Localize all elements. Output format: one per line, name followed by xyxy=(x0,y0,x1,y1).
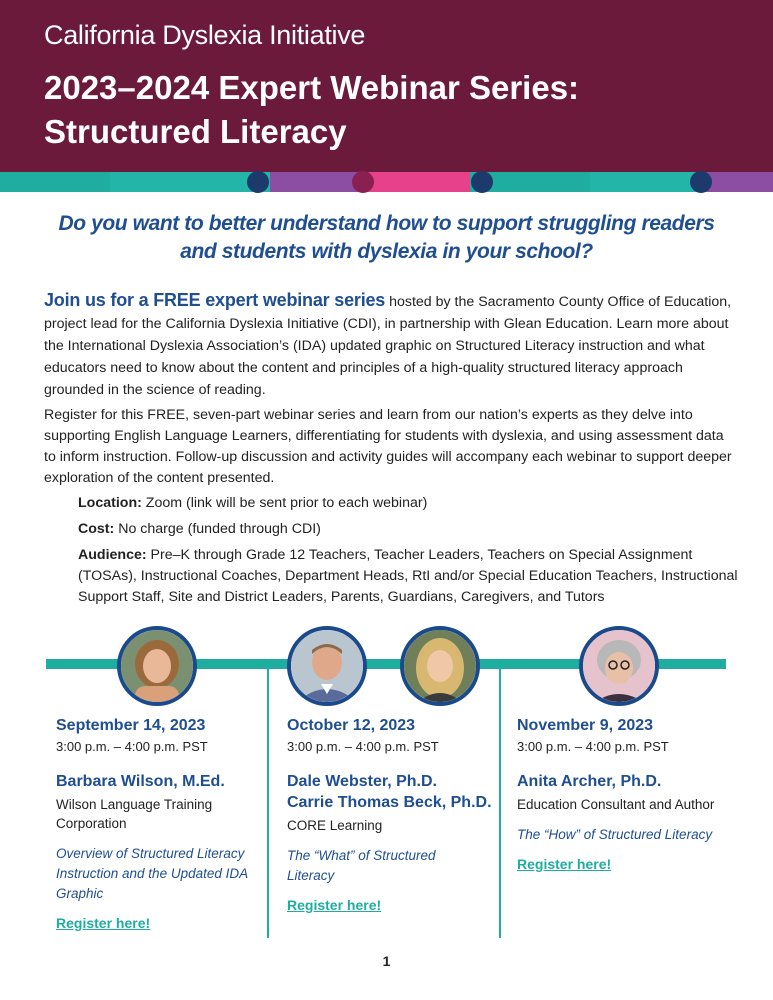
speaker-name: Carrie Thomas Beck, Ph.D. xyxy=(287,794,492,811)
register-link[interactable]: Register here! xyxy=(56,915,151,931)
stripe-dot xyxy=(247,171,269,193)
stripe-segment xyxy=(0,172,110,192)
speaker-affiliation: CORE Learning xyxy=(287,818,383,833)
stripe-dot xyxy=(690,171,712,193)
speaker-photo-dale-webster xyxy=(287,626,367,706)
speaker-photo-barbara-wilson xyxy=(117,626,197,706)
register-link[interactable]: Register here! xyxy=(287,897,382,913)
portrait-icon xyxy=(291,630,363,702)
session-card xyxy=(517,715,727,872)
speaker-photo-carrie-thomas-beck xyxy=(400,626,480,706)
stripe-segment xyxy=(590,172,700,192)
session-topic: The “How” of Structured Literacy xyxy=(517,827,713,842)
session-topic: The “What” of Structured Literacy xyxy=(287,848,436,883)
location-row xyxy=(78,493,738,514)
question-line-2: and students with dyslexia in your school? xyxy=(180,240,593,263)
stripe-dot xyxy=(352,171,374,193)
page-title xyxy=(44,66,744,154)
speaker-name: Dale Webster, Ph.D. xyxy=(287,773,437,790)
session-date: October 12, 2023 xyxy=(287,717,416,734)
speaker-name: Barbara Wilson, M.Ed. xyxy=(56,773,225,790)
intro-paragraph xyxy=(44,289,734,401)
cost-value: No charge (funded through CDI) xyxy=(118,521,321,537)
audience-label: Audience: xyxy=(78,547,147,563)
audience-value: Pre–K through Grade 12 Teachers, Teacher Leaders, Teachers on Special Assignment (TOSAs), Instructional Coaches, Department Heads, RtI and/or Special Education Teachers, Instructional Support Staff, Site and District Leaders, Parents, Guardians, Caregivers, and Tutors xyxy=(78,547,738,605)
org-name: California Dyslexia Initiative xyxy=(44,20,366,50)
header-banner xyxy=(0,0,773,172)
portrait-icon xyxy=(121,630,193,702)
cost-row xyxy=(78,519,738,540)
intro-body: hosted by the Sacramento County Office of Education, project lead for the California Dyslexia Initiative (CDI), in partnership with Glean Education. Learn more about the International Dyslexia Association’s (IDA) updated graphic on Structured Literacy instruction and what educators need to know about the content and principles of a high-quality structured literacy approach grounded in the science of reading. xyxy=(44,294,732,398)
session-time: 3:00 p.m. – 4:00 p.m. PST xyxy=(287,739,439,754)
stripe-segment xyxy=(360,172,470,192)
intro-lead: Join us for a FREE expert webinar series xyxy=(44,290,386,310)
stripe-segment xyxy=(270,172,360,192)
location-label: Location: xyxy=(78,495,142,511)
stripe-segment xyxy=(110,172,270,192)
title-line-2: Structured Literacy xyxy=(44,113,347,150)
speaker-photo-anita-archer xyxy=(579,626,659,706)
title-line-1: 2023–2024 Expert Webinar Series: xyxy=(44,69,580,106)
cost-label: Cost: xyxy=(78,521,115,537)
portrait-icon xyxy=(404,630,476,702)
audience-row xyxy=(78,545,738,608)
event-details xyxy=(78,493,738,613)
stripe-dot xyxy=(471,171,493,193)
session-time: 3:00 p.m. – 4:00 p.m. PST xyxy=(56,739,208,754)
session-card xyxy=(287,715,497,913)
question-line-1: Do you want to better understand how to support struggling readers xyxy=(58,212,715,235)
speaker-affiliation: Wilson Language Training Corporation xyxy=(56,797,213,831)
session-time: 3:00 p.m. – 4:00 p.m. PST xyxy=(517,739,669,754)
register-link[interactable]: Register here! xyxy=(517,856,612,872)
location-value: Zoom (link will be sent prior to each webinar) xyxy=(145,495,428,511)
portrait-icon xyxy=(583,630,655,702)
session-date: November 9, 2023 xyxy=(517,717,654,734)
session-date: September 14, 2023 xyxy=(56,717,206,734)
column-divider xyxy=(267,664,269,938)
registration-paragraph: Register for this FREE, seven-part webinar series and learn from our nation’s experts as they delve into supporting English Language Learners, differentiating for students with dyslexia, and using assessment data to inform instruction. Follow-up discussion and activity guides will accompany each webinar to support deeper exploration of the content presented. xyxy=(44,407,732,486)
page-number: 1 xyxy=(382,953,391,969)
session-topic: Overview of Structured Literacy Instruction and the Updated IDA Graphic xyxy=(56,846,248,901)
session-card xyxy=(56,715,266,931)
headline-question xyxy=(40,210,733,266)
column-divider xyxy=(499,664,501,938)
speaker-affiliation: Education Consultant and Author xyxy=(517,797,715,812)
speaker-name: Anita Archer, Ph.D. xyxy=(517,773,662,790)
